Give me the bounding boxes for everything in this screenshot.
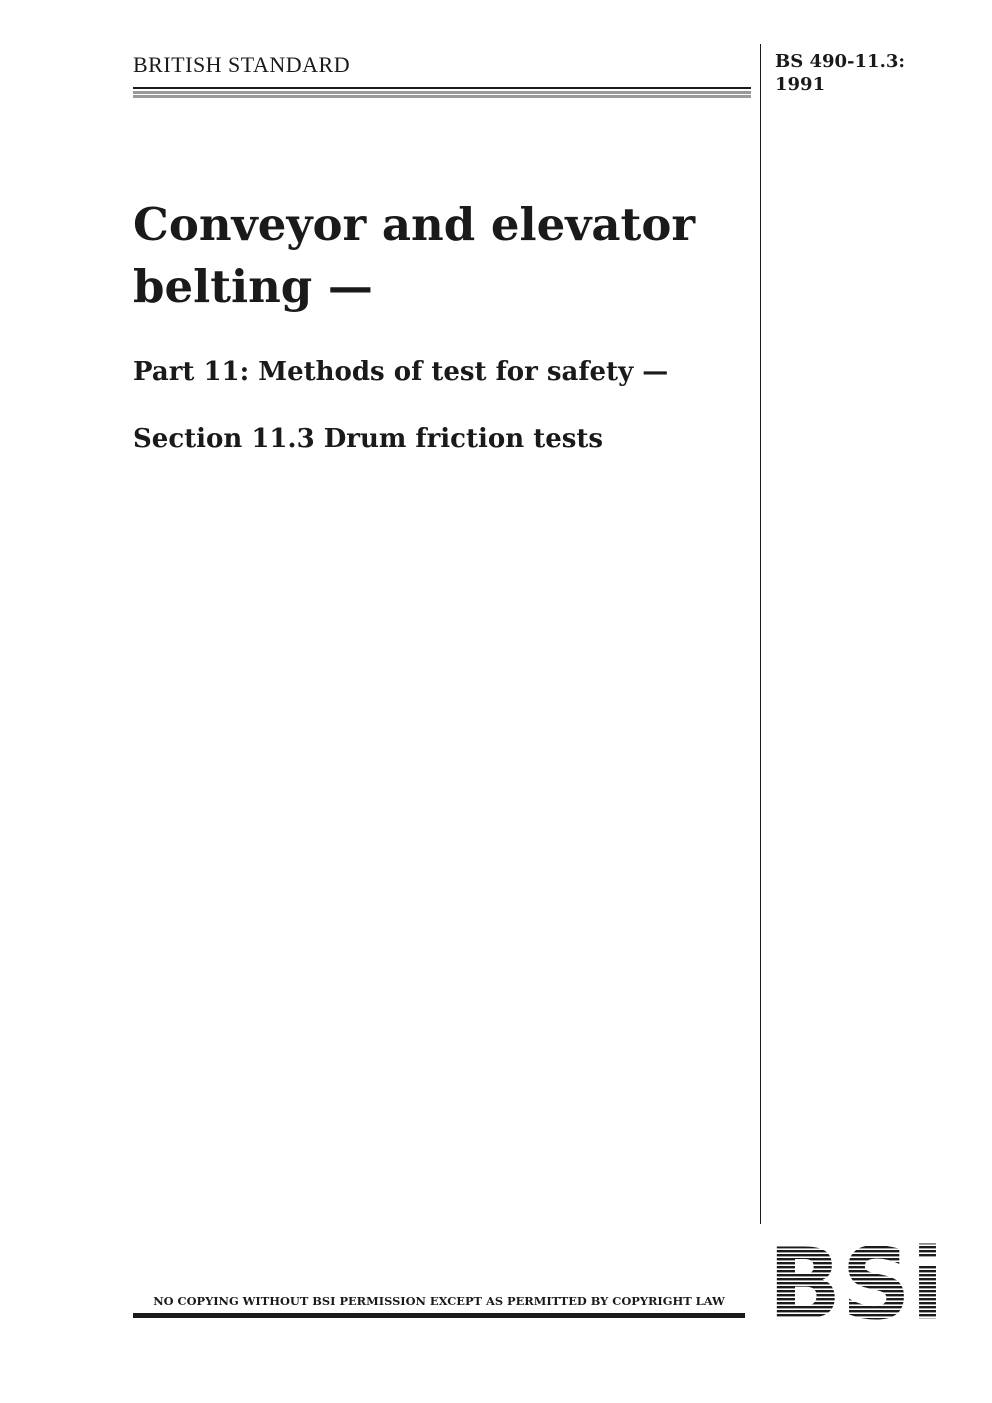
header-rule-grey-2 — [133, 95, 751, 98]
document-number — [775, 50, 975, 96]
part-title: Part 11: Methods of test for safety — — [133, 357, 669, 387]
document-number-code: BS 490-11.3: — [775, 51, 906, 72]
document-number-year: 1991 — [775, 74, 826, 95]
section-title: Section 11.3 Drum friction tests — [133, 424, 604, 454]
copyright-notice: NO COPYING WITHOUT BSI PERMISSION EXCEPT AS PERMITTED BY COPYRIGHT LAW — [153, 1294, 725, 1308]
standard-type-label: BRITISH STANDARD — [133, 52, 351, 77]
bsi-logo — [769, 1238, 944, 1320]
document-title — [133, 194, 748, 318]
footer-rule — [133, 1313, 745, 1318]
header-rule-top — [133, 87, 751, 89]
bsi-logo-hatched-fill — [769, 1238, 944, 1320]
header-rule-grey-1 — [133, 91, 751, 94]
document-title-line-1: Conveyor and elevator — [133, 198, 696, 251]
document-title-line-2: belting — — [133, 260, 373, 313]
margin-divider — [760, 44, 761, 1224]
